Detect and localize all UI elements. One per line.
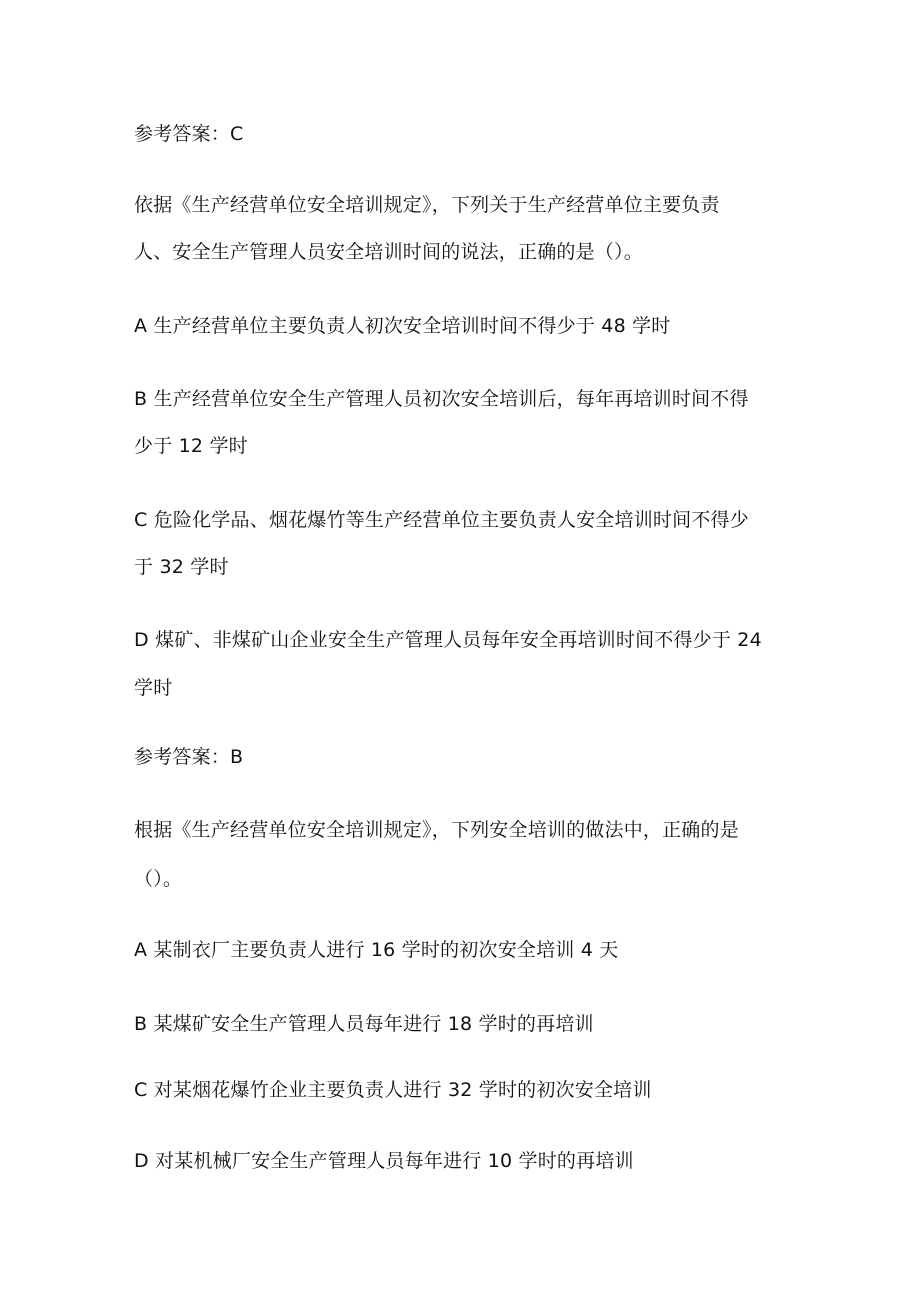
question-1-option-a: A 生产经营单位主要负责人初次安全培训时间不得少于 48 学时	[134, 315, 671, 337]
question-1-option-b-line-2: 少于 12 学时	[134, 435, 248, 457]
question-2-text-line-2: （）。	[134, 868, 183, 890]
question-1-option-c-line-2: 于 32 学时	[134, 556, 229, 578]
question-2-option-a: A 某制衣厂主要负责人进行 16 学时的初次安全培训 4 天	[134, 939, 619, 961]
question-1-option-c-line-1: C 危险化学品、烟花爆竹等生产经营单位主要负责人安全培训时间不得少	[134, 509, 749, 531]
question-1-option-d-line-1: D 煤矿、非煤矿山企业安全生产管理人员每年安全再培训时间不得少于 24	[134, 629, 762, 651]
question-2-option-c: C 对某烟花爆竹企业主要负责人进行 32 学时的初次安全培训	[134, 1079, 652, 1101]
question-1-option-d-line-2: 学时	[134, 677, 173, 699]
question-1-text-line-1: 依据《生产经营单位安全培训规定》，下列关于生产经营单位主要负责	[134, 194, 720, 216]
question-2-option-d: D 对某机械厂安全生产管理人员每年进行 10 学时的再培训	[134, 1150, 634, 1172]
question-2-option-b: B 某煤矿安全生产管理人员每年进行 18 学时的再培训	[134, 1013, 594, 1035]
answer-label-2: 参考答案：B	[134, 746, 244, 768]
question-1-text-line-2: 人、安全生产管理人员安全培训时间的说法，正确的是（）。	[134, 241, 643, 263]
question-2-text-line-1: 根据《生产经营单位安全培训规定》，下列安全培训的做法中，正确的是	[134, 819, 739, 841]
question-1-option-b-line-1: B 生产经营单位安全生产管理人员初次安全培训后，每年再培训时间不得	[134, 388, 749, 410]
answer-label-1: 参考答案：C	[134, 123, 244, 145]
